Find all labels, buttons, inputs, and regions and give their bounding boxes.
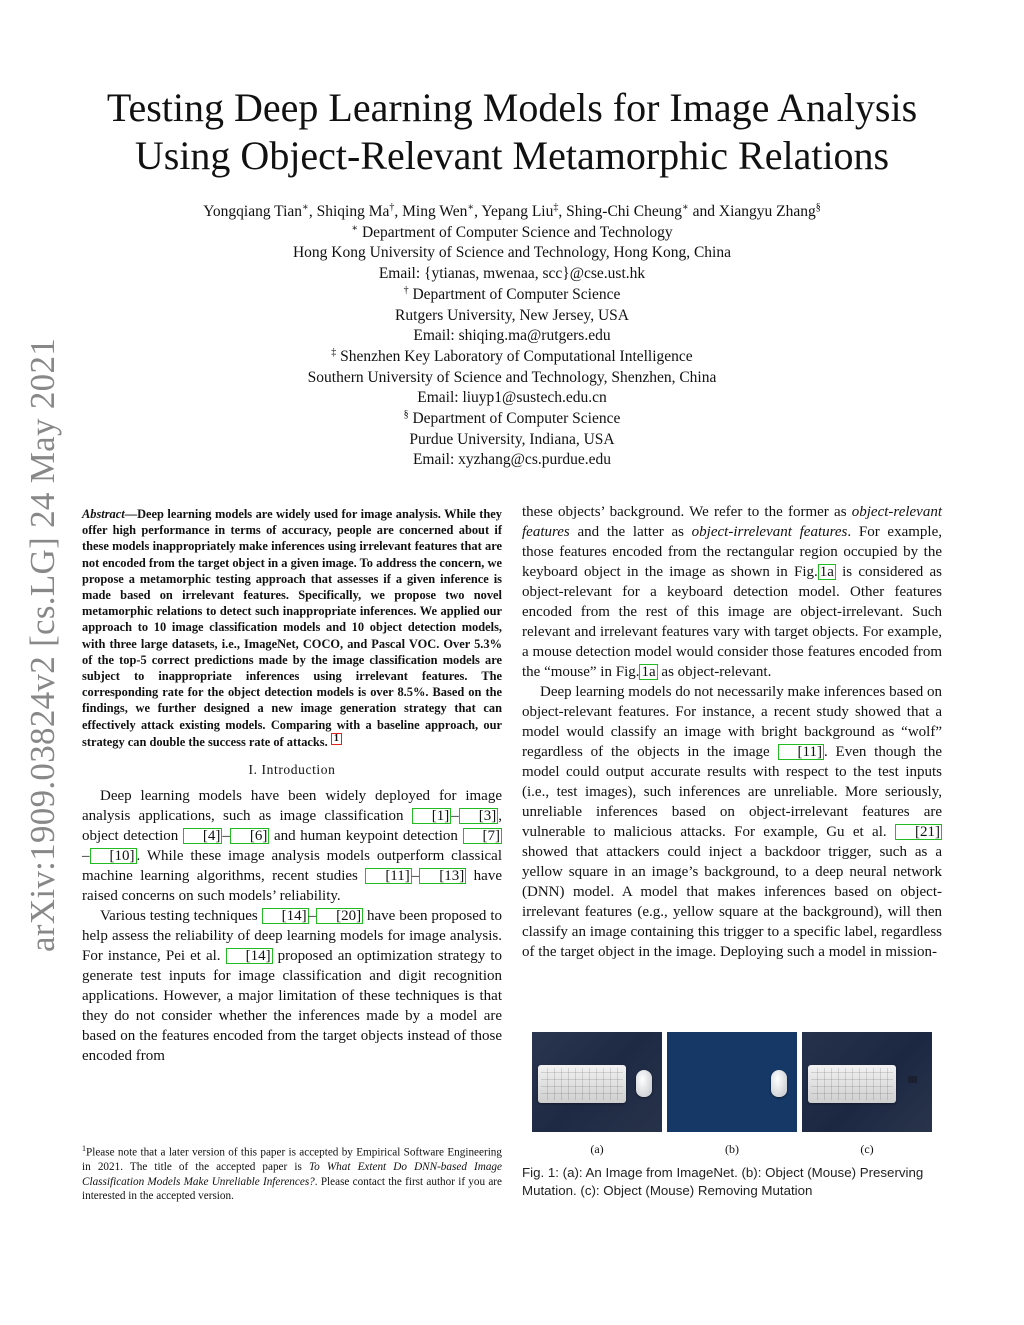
author-mark: ∗ <box>681 201 689 213</box>
citation-link[interactable]: [10] <box>90 848 137 864</box>
author-name: Ming Wen <box>402 203 468 220</box>
text-run: have been proposed to help assess the reliability of deep learning models for image analysis. For instance, Pei et al. <box>82 908 502 965</box>
affiliation-univ: Hong Kong University of Science and Technology, Hong Kong, China <box>292 244 731 262</box>
emphasis: object-relevant features <box>522 504 942 540</box>
affiliation-dept-text: Shenzhen Key Laboratory of Computational Intelligence <box>340 347 693 365</box>
abstract-text: Deep learning models are widely used for image analysis. While they offer high performance in terms of accuracy, people are concerned about if these models inappropriately make inferences using irrelevant features that are not encoded from the target object in a given image. To address the concern, we propose a metamorphic testing approach that assesses if a given inference is made based on irrelevant features. Specifically, we propose two novel metamorphic relations to detect such inappropriate inferences. We applied our approach to 10 image classification models and 10 object detection models, with three large datasets, i.e., ImageNet, COCO, and Pascal VOC. Over 5.3% of the top-5 correct predictions made by the image classification models are subject to inappropriate inferences using irrelevant features. The corresponding rate for the object detection models is over 8.5%. Based on the findings, we further designed a new image generation strategy that can effectively attack existing models. Comparing with a baseline approach, our strategy can double the success rate of attacks. <box>82 507 502 749</box>
affiliation-email: Email: liuyp1@sustech.edu.cn <box>417 389 607 407</box>
title-line-2: Using Object-Relevant Metamorphic Relations <box>134 133 890 178</box>
affiliation-email: Email: shiqing.ma@rutgers.edu <box>413 327 611 345</box>
figure-image-b <box>667 1032 797 1132</box>
text-run: have raised concerns on such models’ reliability. <box>82 868 502 905</box>
author-mark: § <box>815 201 821 213</box>
affiliation-email: Email: xyzhang@cs.purdue.edu <box>412 451 612 469</box>
intro-paragraph-3 <box>522 502 942 682</box>
author-sep: , <box>474 203 482 220</box>
affiliation-univ: Purdue University, Indiana, USA <box>409 430 615 448</box>
text-run: Various testing techniques <box>100 908 262 925</box>
footnote <box>82 1142 502 1203</box>
author-name: Shiqing Ma <box>316 203 390 220</box>
citation-link[interactable]: [14] <box>262 908 309 924</box>
text-run: – <box>82 848 90 865</box>
affiliation-univ: Southern University of Science and Technology, Shenzhen, China <box>307 368 717 386</box>
text-run: . While these image analysis models outperform classical machine learning algorithms, recent studies <box>82 848 502 885</box>
arxiv-stamp <box>18 337 68 953</box>
intro-paragraph-4 <box>522 682 942 962</box>
affiliation-mark: ‡ <box>331 346 337 358</box>
text-run: . Please contact the first author if you are interested in the accepted version. <box>82 1175 502 1202</box>
text-run: Please note that a later version of this paper is accepted by Empirical Software Engineering in 2021. The title of the accepted paper is <box>82 1146 502 1174</box>
affiliation-mark: § <box>403 408 409 420</box>
abstract-dash: — <box>124 507 138 521</box>
author-mark: † <box>389 201 395 213</box>
text-run: – <box>451 808 459 825</box>
citation-link[interactable]: [7] <box>463 828 503 844</box>
sublabel-c: (c) <box>860 1142 874 1156</box>
text-run: Deep learning models have been widely deployed for image analysis applications, such as image classification <box>82 788 502 825</box>
figure-image-a <box>532 1032 662 1132</box>
left-column <box>82 506 502 1066</box>
mouse-shape <box>636 1070 652 1097</box>
citation-link[interactable]: [13] <box>419 868 466 884</box>
paper-title <box>70 84 954 180</box>
emphasis: To What Extent Do DNN-based Image Classification Models Make Unreliable Inferences? <box>82 1161 502 1188</box>
figure-image-c <box>802 1032 932 1132</box>
affiliation-mark: ∗ <box>351 222 359 234</box>
citation-link[interactable]: [3] <box>459 808 499 824</box>
abstract-lead: Abstract <box>82 507 125 521</box>
text-run: – <box>308 908 317 925</box>
title-line-1: Testing Deep Learning Models for Image Analysis <box>106 85 918 130</box>
author-sep: and <box>688 203 719 220</box>
affiliation-dept <box>100 285 924 306</box>
citation-link[interactable]: [1] <box>412 808 452 824</box>
mouse-shape <box>771 1070 787 1097</box>
citation-link[interactable]: [6] <box>230 828 270 844</box>
text-run: showed that attackers could inject a backdoor trigger, such as a yellow square in an image’s background, to a deep neural network (DNN) model. A model that makes inferences based on object-irrelevant features (e.g., yellow square at the background), will then classify an image containing this trigger to a specific label, regardless of the target object in the image. Deploying such a model in mission- <box>522 844 942 960</box>
abstract <box>82 506 502 750</box>
sublabel-a: (a) <box>590 1142 604 1156</box>
arxiv-stamp-text: arXiv:1909.03824v2 [cs.LG] 24 May 2021 <box>23 337 62 953</box>
citation-link[interactable]: [20] <box>316 908 363 924</box>
author-name: Yepang Liu <box>481 203 554 220</box>
text-run: – <box>411 868 420 885</box>
author-name: Xiangyu Zhang <box>718 203 816 220</box>
affiliation-dept <box>100 223 924 244</box>
text-run: as object-relevant. <box>657 664 772 680</box>
affiliation-dept <box>100 347 924 368</box>
intro-paragraph-1 <box>82 786 502 906</box>
author-name: Shing-Chi Cheung <box>566 203 682 220</box>
intro-paragraph-2 <box>82 906 502 1066</box>
affiliation-dept <box>100 409 924 430</box>
text-run: and human keypoint detection <box>269 828 463 845</box>
sublabel-b: (b) <box>725 1142 739 1156</box>
affiliation-dept-text: Department of Computer Science <box>412 285 621 303</box>
citation-link[interactable]: [21] <box>895 824 942 840</box>
figure-link[interactable]: 1a <box>819 564 834 580</box>
author-mark: ∗ <box>302 201 309 213</box>
figure-caption: Fig. 1: (a): An Image from ImageNet. (b): Object (Mouse) Preserving Mutation. (c): Object (Mouse) Removing Mutation <box>522 1165 924 1198</box>
author-names <box>100 202 924 223</box>
keyboard-shape <box>808 1065 896 1103</box>
citation-link[interactable]: [14] <box>226 948 273 964</box>
text-run: . For example, those features encoded from the rectangular region occupied by the keyboard object in the image as shown in Fig. <box>522 524 942 580</box>
figure-sublabels <box>522 1142 942 1158</box>
citation-link[interactable]: [11] <box>365 868 411 884</box>
figure-1 <box>522 1032 942 1136</box>
affiliation-mark: † <box>403 284 409 296</box>
text-run: proposed an optimization strategy to generate test inputs for image classification and digit recognition applications. However, a major limitation of these techniques is that they do not consider whether the inferences made by a model are based on the features encoded from the target objects instead of those encoded from <box>82 948 502 1065</box>
author-sep: , <box>308 203 317 220</box>
citation-link[interactable]: [11] <box>778 744 824 760</box>
text-run: and the latter as <box>569 524 692 540</box>
author-mark: ∗ <box>467 201 475 213</box>
text-run: is considered as object-relevant for a keyboard detection model. Other features encoded from the rest of this image are object-irrelevant. Such relevant and irrelevant features vary with target objects. For example, a mouse detection model would consider those features encoded from the “mouse” in Fig. <box>522 564 942 680</box>
text-run: these objects’ background. We refer to the former as <box>522 504 852 520</box>
text-run: . Even though the model could output accurate results with respect to the test inputs (i.e., test images), such inferences are unreliable. More seriously, unreliable inferences based on object-irrelevant features are vulnerable to malicious attacks. For example, Gu et al. <box>522 744 942 840</box>
figure-link[interactable]: 1a <box>641 664 656 680</box>
text-run: , object detection <box>82 808 502 845</box>
right-column <box>522 502 942 962</box>
text-run: – <box>222 828 230 845</box>
affiliation-dept-text: Department of Computer Science <box>412 410 621 428</box>
affiliation-univ: Rutgers University, New Jersey, USA <box>395 306 629 324</box>
removed-object-patch <box>908 1076 917 1083</box>
author-mark: ‡ <box>553 201 559 213</box>
author-name: Yongqiang Tian <box>203 203 303 220</box>
keyboard-shape <box>538 1065 626 1103</box>
affiliation-dept-text: Department of Computer Science and Technology <box>361 223 673 241</box>
affiliation-email: Email: {ytianas, mwenaa, scc}@cse.ust.hk <box>378 265 646 283</box>
emphasis: object-irrelevant features <box>691 524 848 540</box>
footnote-link[interactable]: 1 <box>331 733 342 745</box>
footnote-mark: 1 <box>82 1144 86 1153</box>
section-heading: I. Introduction <box>248 762 336 778</box>
author-block <box>100 202 924 471</box>
citation-link[interactable]: [4] <box>183 828 223 844</box>
author-sep: , <box>558 203 567 220</box>
author-sep: , <box>394 203 403 220</box>
text-run: Deep learning models do not necessarily make inferences based on object-relevant features. For instance, a recent study showed that a model would classify an image with bright background as “wolf” regardless of the objects in the image <box>522 684 942 760</box>
